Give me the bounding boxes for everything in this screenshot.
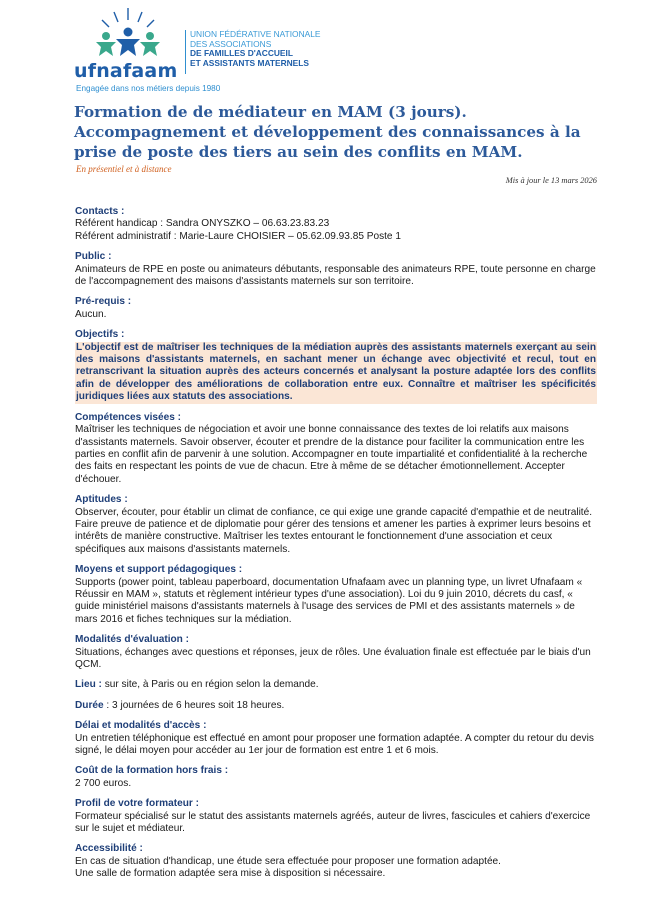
section-objectifs (75, 329, 597, 403)
section-heading: Profil de votre formateur : (75, 798, 199, 810)
title-line: Formation de de médiateur en MAM (3 jours). (74, 103, 467, 121)
section-text: Observer, écouter, pour établir un climat de confiance, ce qui exige une grande capacité d'empathie et de neutralité. Faire preuve de patience et de diplomatie pour gérer des tensions et amener les parties à exprimer leurs besoins et intérêts de manière constructive. Maîtriser les textes entourant le fonctionnement d'une association et ceux spécifiques aux maisons d'assistants maternels. (75, 506, 593, 555)
section-heading: Moyens et support pédagogiques : (75, 564, 243, 576)
section-heading: Lieu : (75, 679, 102, 691)
delivery-mode: En présentiel et à distance (76, 164, 172, 174)
section-accessibilite (75, 843, 597, 880)
section-heading: Durée (75, 699, 104, 711)
logo-org-line: UNION FÉDÉRATIVE NATIONALE (190, 29, 321, 39)
objectives-highlight: L'objectif est de maîtriser les techniques de la médiation auprès des assistants maternels exerçant au sein des maisons d'assistants maternels, en sachant mener un échange avec objectivité et recul, tout en retranscrivant la situation auprès des acteurs concernés et analysant la posture adaptée lors des conflits afin de développer des améliorations de collaboration entre eux. Connaître et maîtriser les spécificités juridiques liées aux statuts des associations. (76, 341, 596, 403)
logo-wordmark: ufnafaam (74, 60, 178, 82)
logo-organisation (190, 30, 320, 68)
section-text: 2 700 euros. (75, 777, 132, 789)
section-text: Situations, échanges avec questions et réponses, jeux de rôles. Une évaluation finale est effectuée par le biais d'un QCM. (75, 646, 591, 670)
section-lieu (75, 679, 597, 691)
section-delai (75, 720, 597, 757)
section-duree (75, 700, 597, 712)
section-text: Supports (power point, tableau paperboard, documentation Ufnafaam avec un planning type, un livret Ufnafaam « Réussir en MAM », statuts et règlement intérieur types d'une association). Loi du 9 juin 2010, décrets du casf, « guide ministériel maisons d'assistants maternels à l'usage des services de PMI et des assistants maternels » de mars 2016 et fiches techniques sur la médiation. (75, 576, 583, 625)
section-text: Aucun. (75, 308, 107, 320)
logo-org-line: DE FAMILLES D'ACCUEIL (190, 48, 293, 59)
section-text: Formateur spécialisé sur le statut des assistants maternels agréés, auteur de livres, fascicules et cahiers d'exercice sur le sujet et médiateur. (75, 810, 591, 835)
section-heading: Délai et modalités d'accès : (75, 720, 207, 732)
section-heading: Compétences visées : (75, 411, 182, 423)
title-line: prise de poste des tiers au sein des conflits en MAM. (74, 142, 523, 161)
logo-org-line: ET ASSISTANTS MATERNELS (190, 57, 309, 68)
section-contacts (75, 206, 597, 243)
section-text: Maîtriser les techniques de négociation et avoir une bonne connaissance des textes de loi relatifs aux maisons d'assistants maternels. Savoir observer, écouter et prendre de la distance pour faciliter la communication entre les parties en conflit afin de parvenir à une solution. Accompagner en toute impartialité et confidentialité à la recherche des faits en respectant les points de vue de chacun. Etre à même de se détacher émotionnellement. Accepter d'échouer. (75, 424, 588, 485)
section-text: sur site, à Paris ou en région selon la demande. (101, 679, 319, 691)
section-competences (75, 412, 597, 486)
update-date: Mis à jour le 13 mars 2026 (505, 176, 597, 185)
section-heading: Aptitudes : (75, 494, 128, 506)
section-heading: Accessibilité : (75, 843, 143, 855)
section-heading: Modalités d'évaluation : (75, 634, 190, 646)
section-text: Animateurs de RPE en poste ou animateurs débutants, responsable des animateurs RPE, toute personne en charge de l'accompagnement des maisons d'assistants maternels sur son territoire. (75, 263, 596, 288)
logo-org-line: DES ASSOCIATIONS (190, 38, 272, 49)
document-body (75, 206, 597, 889)
section-public (75, 251, 597, 288)
section-text: Un entretien téléphonique est effectué en amont pour proposer une formation adaptée. A compter du retour du devis signé, le délai moyen pour accéder au 1er jour de formation est entre 1 et 6 mois. (75, 732, 594, 757)
section-text: : 3 journées de 6 heures soit 18 heures. (103, 699, 285, 711)
section-prerequis (75, 296, 597, 321)
logo-divider (185, 30, 186, 74)
section-heading: Pré-requis : (75, 296, 132, 308)
section-aptitudes (75, 494, 597, 556)
section-text: Une salle de formation adaptée sera mise à disposition si nécessaire. (75, 868, 386, 880)
section-profil (75, 798, 597, 835)
contact-line: Référent administratif : Marie-Laure CHOISIER – 05.62.09.93.85 Poste 1 (75, 230, 401, 242)
section-heading: Coût de la formation hors frais : (75, 765, 229, 777)
section-text: En cas de situation d'handicap, une étude sera effectuée pour proposer une formation adaptée. (75, 855, 501, 867)
section-moyens (75, 564, 597, 626)
section-heading: Contacts : (75, 206, 125, 217)
section-heading: Objectifs : (75, 329, 125, 341)
section-modalites (75, 634, 597, 671)
ufnafaam-logo (70, 6, 330, 94)
contact-line: Référent handicap : Sandra ONYSZKO – 06.63.23.83.23 (75, 218, 330, 230)
figures-icon (78, 6, 178, 62)
title-line: Accompagnement et développement des connaissances à la (74, 122, 581, 141)
document-title (74, 103, 604, 162)
section-cout (75, 765, 597, 790)
section-heading: Public : (75, 251, 112, 263)
logo-tagline: Engagée dans nos métiers depuis 1980 (76, 84, 221, 93)
